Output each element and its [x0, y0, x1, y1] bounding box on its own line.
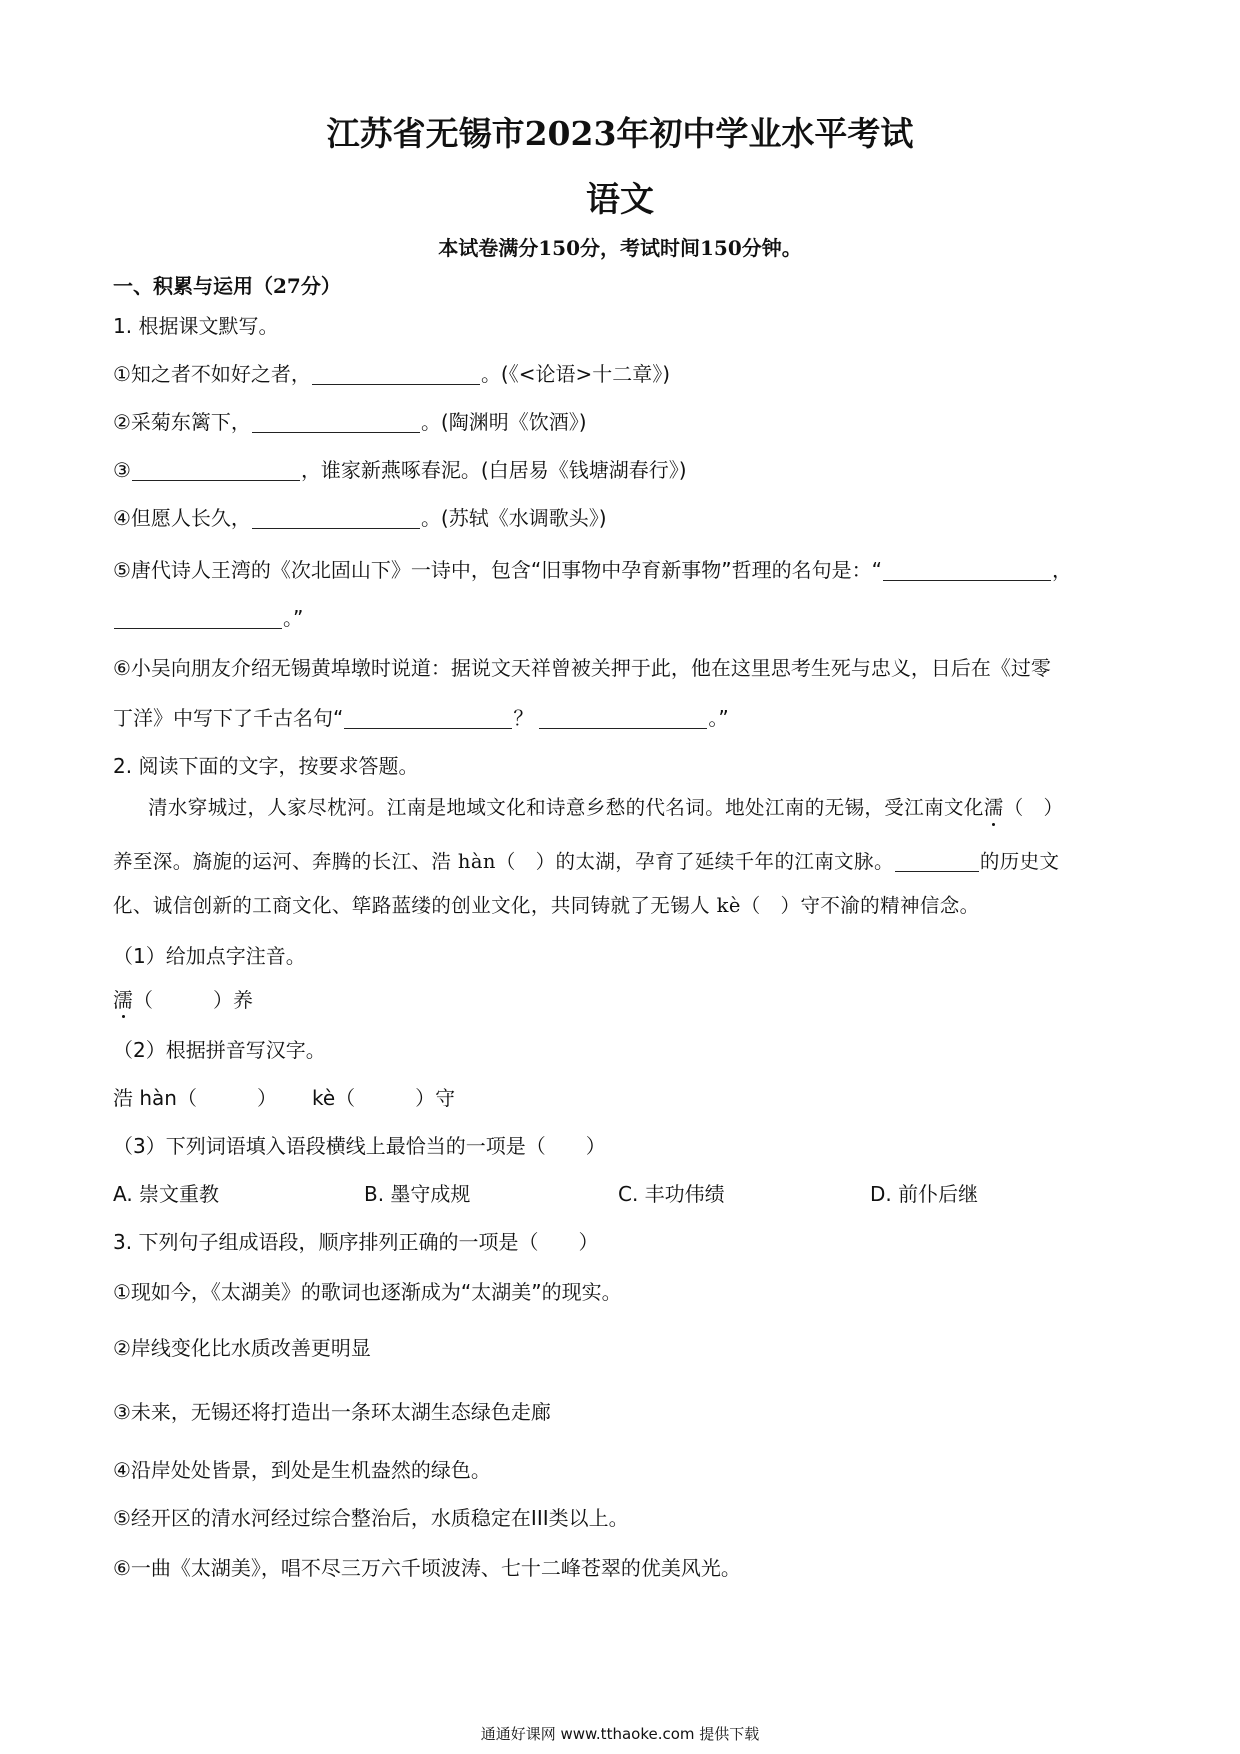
- q3-sentence-2: ②岸线变化比水质改善更明显: [113, 1336, 371, 1360]
- option-b[interactable]: B. 墨守成规: [364, 1182, 471, 1206]
- q1-item-3-pre: ③: [113, 458, 131, 482]
- answer-blank[interactable]: [312, 364, 480, 385]
- q2-sub2-a[interactable]: 浩 hàn（ ）: [113, 1086, 277, 1110]
- q1-item-5-line1: [113, 558, 1072, 582]
- section-heading: 一、积累与运用（27分）: [113, 274, 341, 298]
- q1-item-2-post: 。(陶渊明《饮酒》): [420, 410, 587, 434]
- q1-item-2: [113, 410, 587, 434]
- passage-line-3: 化、诚信创新的工商文化、筚路蓝缕的创业文化，共同铸就了无锡人 kè（ ）守不渝的精神信念。: [113, 894, 980, 917]
- q2-sub2-b[interactable]: kè（ ）守: [312, 1086, 456, 1110]
- q1-prompt: 1. 根据课文默写。: [113, 314, 279, 338]
- q2-prompt: 2. 阅读下面的文字，按要求答题。: [113, 754, 419, 778]
- q1-item-1-pre: ①知之者不如好之者，: [113, 362, 311, 386]
- q1-item-3-post: ，谁家新燕啄春泥。(白居易《钱塘湖春行》): [300, 458, 687, 482]
- q1-item-6-mid: ？: [513, 706, 534, 730]
- q1-item-4: [113, 506, 607, 530]
- q3-prompt: 3. 下列句子组成语段，顺序排列正确的一项是（ ）: [113, 1230, 599, 1254]
- q2-sub3-prompt: （3）下列词语填入语段横线上最恰当的一项是（ ）: [113, 1134, 606, 1158]
- option-a[interactable]: A. 崇文重教: [113, 1182, 220, 1206]
- q1-item-2-pre: ②采菊东篱下，: [113, 410, 251, 434]
- q1-item-5-line2: [113, 606, 303, 630]
- q1-item-4-post: 。(苏轼《水调歌头》): [420, 506, 607, 530]
- q1-item-6-end: 。”: [708, 706, 729, 730]
- answer-blank[interactable]: [895, 851, 979, 872]
- passage-line-1-text: 清水穿城过，人家尽枕河。江南是地域文化和诗意乡愁的代名词。地处江南的无锡，受江南文化: [148, 796, 984, 819]
- answer-blank[interactable]: [344, 708, 512, 729]
- pinyin-answer-blank[interactable]: （ ）养: [133, 988, 253, 1012]
- answer-blank[interactable]: [539, 708, 707, 729]
- answer-blank[interactable]: [252, 508, 420, 529]
- q1-item-6-line1: ⑥小吴向朋友介绍无锡黄埠墩时说道：据说文天祥曾被关押于此，他在这里思考生死与忠义，日后在《过零: [113, 656, 1051, 680]
- dotted-char: 濡: [113, 988, 133, 1012]
- q1-item-4-pre: ④但愿人长久，: [113, 506, 251, 530]
- q1-item-6-pre: 丁洋》中写下了千古名句“: [113, 706, 344, 730]
- q3-sentence-6: ⑥一曲《太湖美》，唱不尽三万六千顷波涛、七十二峰苍翠的优美风光。: [113, 1556, 741, 1580]
- dotted-char: 濡: [983, 796, 1004, 819]
- q2-sub2-prompt: （2）根据拼音写汉字。: [113, 1038, 326, 1062]
- q2-sub1-answer: [113, 988, 253, 1012]
- passage-line-2-text: 养至深。旖旎的运河、奔腾的长江、浩 hàn（ ）的太湖，孕育了延续千年的江南文脉。: [113, 850, 894, 873]
- q2-sub1-prompt: （1）给加点字注音。: [113, 944, 306, 968]
- passage-line-2-end: 的历史文: [979, 850, 1060, 873]
- q1-item-1: [113, 362, 670, 386]
- q1-item-6-line2: [113, 706, 729, 730]
- q3-sentence-3: ③未来，无锡还将打造出一条环太湖生态绿色走廊: [113, 1400, 551, 1424]
- answer-blank[interactable]: [132, 460, 300, 481]
- q1-item-5-comma: ，: [1052, 558, 1073, 582]
- exam-note: 本试卷满分150分，考试时间150分钟。: [438, 236, 802, 260]
- passage-line-2: [113, 850, 1059, 874]
- q3-sentence-4: ④沿岸处处皆景，到处是生机盎然的绿色。: [113, 1458, 491, 1482]
- exam-title: 江苏省无锡市2023年初中学业水平考试: [326, 114, 914, 153]
- option-d[interactable]: D. 前仆后继: [870, 1182, 979, 1206]
- passage-line-1: [148, 796, 1063, 820]
- subject-title: 语文: [586, 180, 654, 220]
- option-c[interactable]: C. 丰功伟绩: [618, 1182, 725, 1206]
- answer-blank[interactable]: [252, 412, 420, 433]
- q1-item-5-end: 。”: [283, 606, 304, 630]
- q1-item-3: [113, 458, 687, 482]
- answer-blank[interactable]: [114, 608, 282, 629]
- page-footer: 通通好课网 www.tthaoke.com 提供下载: [480, 1725, 760, 1743]
- answer-blank[interactable]: [883, 560, 1051, 581]
- passage-line-1-paren: （ ）: [1003, 796, 1064, 819]
- q3-sentence-1: ①现如今，《太湖美》的歌词也逐渐成为“太湖美”的现实。: [113, 1280, 622, 1304]
- q3-sentence-5: ⑤经开区的清水河经过综合整治后，水质稳定在III类以上。: [113, 1506, 629, 1530]
- q1-item-1-post: 。(《<论语>十二章》): [480, 362, 671, 386]
- q1-item-5-pre: ⑤唐代诗人王湾的《次北固山下》一诗中，包含“旧事物中孕育新事物”哲理的名句是：“: [113, 558, 883, 582]
